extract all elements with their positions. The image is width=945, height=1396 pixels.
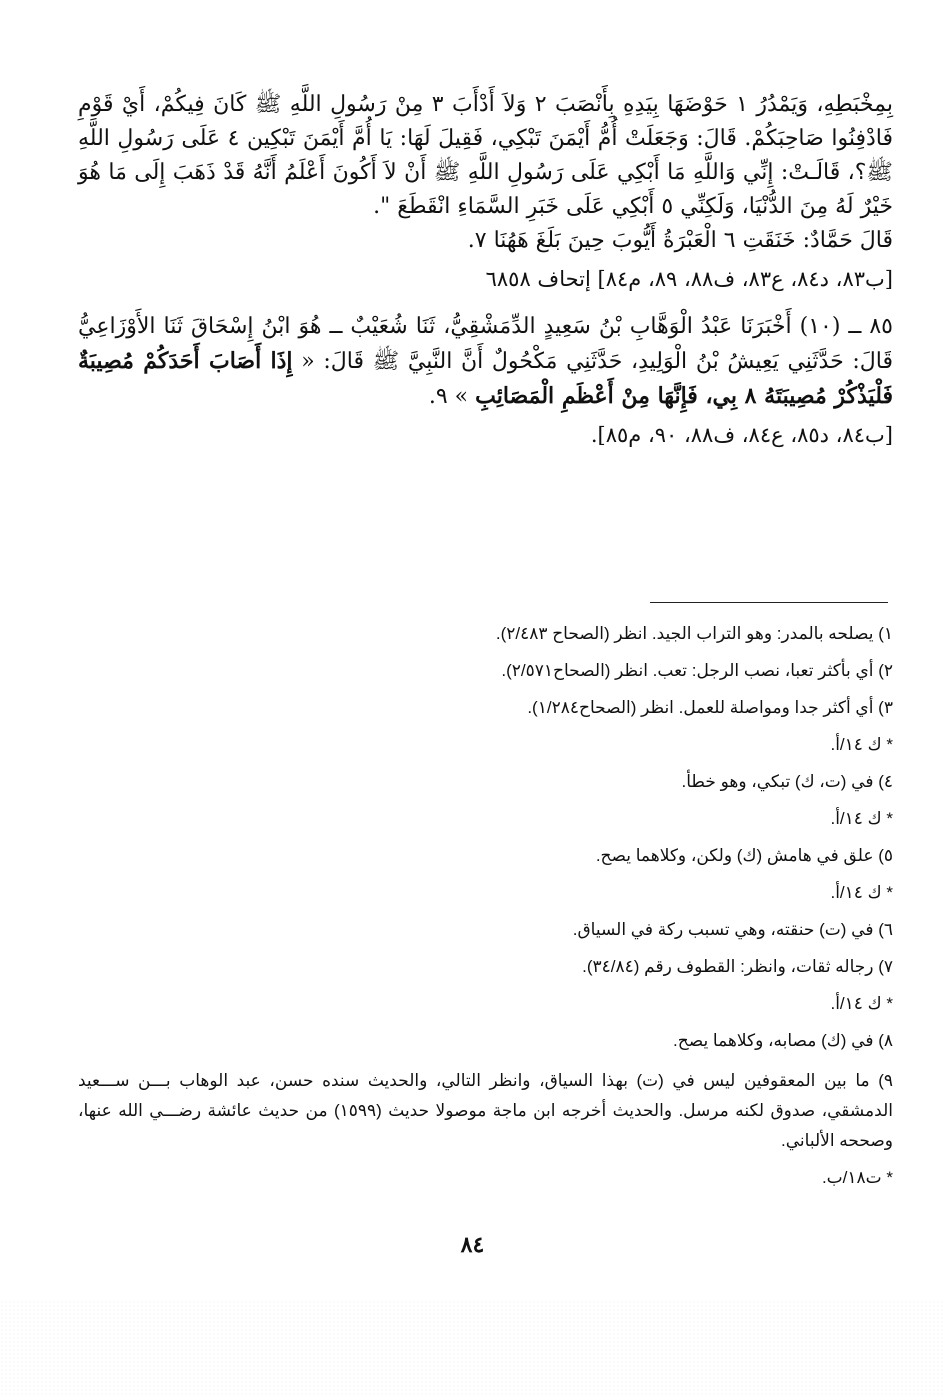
folio-marker: * ك ١٤/أ. [830,809,893,828]
folio-marker: * ك ١٤/أ. [830,994,893,1013]
folio-marker: * ت١٨/ب. [821,1168,893,1187]
manuscript-sigla-2: [ب٨٤، د٨٥، ع٨٤، ف٨٨، ٩٠، م٨٥]. [590,423,893,447]
manuscript-sigla: [ب٨٣، د٨٤، ع٨٣، ف٨٨، ٨٩، م٨٤] إتحاف ٦٨٥٨ [485,267,893,291]
footnote-7: ٧) رجاله ثقات، وانظر: القطوف رقم (٣٤/٨٤). [582,957,893,976]
hadith-85 [78,310,893,414]
footnotes [78,622,893,1203]
main-text [78,88,893,466]
folio-marker: * ك ١٤/أ. [830,735,893,754]
paragraph-narration: بِمِخْبَطِهِ، وَيَمْدُرُ ١ حَوْضَهَا بِيَدِهِ بِأَنْصَبَ ٢ وَلاَ أَدْأَبَ ٣ مِنْ رَسُولِ اللَّهِ ﷺ كَانَ فِيكُمْ، أَيْ قَوْمِ فَادْفِنُوا صَاحِبَكُمْ. قَالَ: وَجَعَلَتْ أُمُّ أَيْمَنَ تَبْكِي، فَقِيلَ لَهَا: يَا أُمَّ أَيْمَنَ تَبْكِين ٤ عَلَى رَسُولِ اللَّهِ ﷺ؟، قَالَـتْ: إِنِّي وَاللَّهِ مَا أَبْكِي عَلَى رَسُولِ اللَّهِ ﷺ أَنْ لاَ أَكُونَ أَعْلَمُ أَنَّهُ قَدْ ذَهَبَ إِلَى مَا هُوَ خَيْرٌ لَهُ مِنَ الدُّنْيَا، وَلَكِنِّي ٥ أَبْكِي عَلَى خَبَرِ السَّمَاءِ انْقَطَعَ ". [78,92,893,219]
footnote-5: ٥) علق في هامش (ك) ولكن، وكلاهما يصح. [595,846,893,865]
footnote-9: ٩) ما بين المعقوفين ليس في (ت) بهذا السياق، وانظر التالي، والحديث سنده حسن، عبد الوهاب بـــن ســـعيد الدمشقي، صدوق لكنه مرسل. والحديث أخرجه ابن ماجة موصولا حديث (١٥٩٩) من حديث عائشة رضـــي الله عنها، وصححه الألباني. [78,1071,893,1150]
footnote-4: ٤) في (ت، ك) تبكي، وهو خطأ. [681,772,893,791]
footnote-3: ٣) أي أكثر جدا ومواصلة للعمل. انظر (الصحاح١/٢٨٤). [527,698,893,717]
hadith-isnad: ٨٥ ــ (١٠) أَخْبَرَنَا عَبْدُ الْوَهَّابِ بْنُ سَعِيدٍ الدِّمَشْقِيُّ، ثَنَا شُعَيْبٌ ــ هُوَ ابْنُ إِسْحَاقَ ثَنَا الأَوْزَاعِيُّ قَالَ: حَدَّثَنِي يَعِيشُ بْنُ الْوَلِيدِ، حَدَّثَنِي مَكْحُولٌ أَنَّ النَّبِيَّ ﷺ قَالَ: « [78,314,893,374]
hadith-matn: إِذَا أَصَابَ أَحَدَكُمْ مُصِيبَةٌ فَلْيَذْكُرْ مُصِيبَتَهُ ٨ بِي، فَإِنَّهَا مِنْ أَعْظَمِ الْمَصَائِبِ [78,348,893,409]
footnote-6: ٦) في (ت) حنقته، وهي تسبب ركة في السياق. [572,920,893,939]
footnote-2: ٢) أي بأكثر تعبا، نصب الرجل: تعب. انظر (الصحاح٢/٥٧١). [501,661,893,680]
folio-marker: * ك ١٤/أ. [830,883,893,902]
page-number: ٨٤ [460,1232,485,1258]
footnote-separator [650,602,888,603]
hadith-end: » ٩. [428,384,469,409]
paragraph-hammad: قَالَ حَمَّادٌ: خَنَقَتِ ٦ الْعَبْرَةُ أَيُّوبَ حِينَ بَلَغَ هَهُنَا ٧. [467,228,893,253]
footnote-1: ١) يصلحه بالمدر: وهو التراب الجيد. انظر (الصحاح ٢/٤٨٣). [495,624,893,643]
scan-texture [0,1300,945,1396]
footnote-8: ٨) في (ك) مصابه، وكلاهما يصح. [673,1031,893,1050]
